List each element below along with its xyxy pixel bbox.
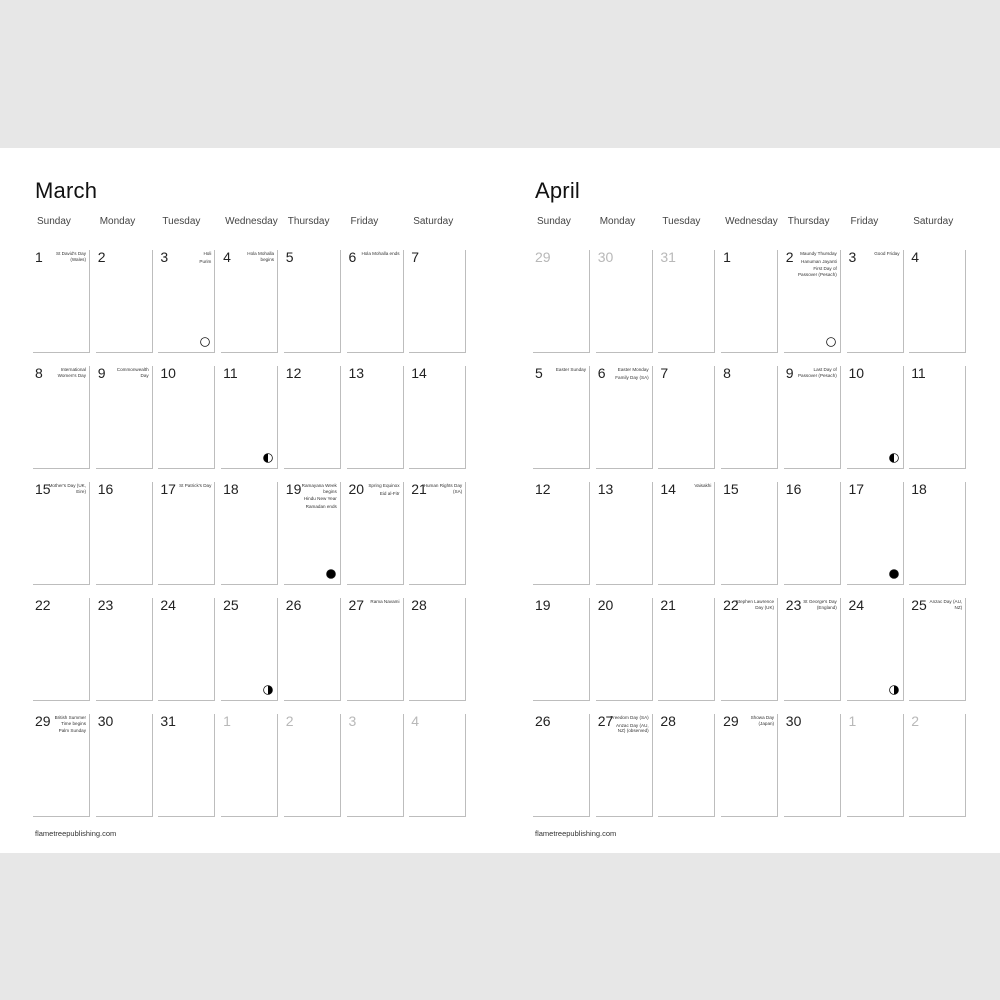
day-cell[interactable] <box>784 714 841 817</box>
day-number: 4 <box>411 713 419 729</box>
day-number: 1 <box>223 713 231 729</box>
day-events <box>922 599 962 612</box>
day-number: 2 <box>97 249 106 265</box>
day-cell[interactable] <box>596 482 653 585</box>
day-cell[interactable] <box>347 598 404 701</box>
event-label: Anzac Day (AU, NZ) (observed) <box>616 722 649 734</box>
day-number: 20 <box>348 481 365 497</box>
day-cell[interactable] <box>284 598 341 701</box>
day-cell[interactable] <box>533 366 590 469</box>
day-number: 2 <box>785 249 794 265</box>
day-cell[interactable] <box>409 714 466 817</box>
day-cell[interactable] <box>221 366 278 469</box>
day-number: 13 <box>348 365 365 381</box>
day-cell[interactable] <box>96 366 153 469</box>
day-cell[interactable] <box>533 482 590 585</box>
day-number: 3 <box>348 713 357 729</box>
day-number: 4 <box>223 249 231 265</box>
day-number: 5 <box>285 249 294 265</box>
day-cell[interactable] <box>96 250 153 353</box>
event-label: Human Rights Day (SA) <box>423 483 463 494</box>
day-cell[interactable] <box>909 482 966 585</box>
weekday-sunday: Sunday <box>37 216 71 227</box>
weekday-friday: Friday <box>850 216 879 227</box>
day-cell[interactable] <box>347 714 404 817</box>
day-number: 19 <box>285 481 302 497</box>
day-number: 21 <box>660 597 676 613</box>
day-cell[interactable] <box>533 598 590 701</box>
day-cell[interactable] <box>721 250 778 353</box>
day-cell[interactable] <box>284 250 341 353</box>
day-number: 22 <box>35 597 51 613</box>
weekday-thursday: Thursday <box>287 216 330 227</box>
event-label: Mother's Day (UK, Eire) <box>48 483 86 494</box>
last-quarter-moon-icon <box>263 453 273 463</box>
day-cell[interactable] <box>847 250 904 353</box>
day-number: 6 <box>348 249 357 265</box>
day-events <box>860 251 900 259</box>
event-label: St David's Day (Wales) <box>56 251 86 262</box>
day-number: 28 <box>411 597 427 613</box>
day-events <box>171 251 211 266</box>
day-number: 25 <box>223 597 239 613</box>
event-label: Commonwealth Day <box>116 367 149 378</box>
day-cell[interactable] <box>96 714 153 817</box>
day-number: 3 <box>848 249 857 265</box>
event-label: Eid al-Fitr <box>379 490 400 496</box>
event-label: Easter Sunday <box>555 367 586 372</box>
day-number: 1 <box>848 713 857 729</box>
day-number: 15 <box>723 481 739 497</box>
day-events <box>609 367 649 382</box>
month-page-april <box>500 148 1000 853</box>
day-cell[interactable] <box>33 250 90 353</box>
day-cell[interactable] <box>784 250 841 353</box>
event-label: St George's Day (England) <box>803 599 837 610</box>
day-number: 7 <box>660 365 669 381</box>
weekday-monday: Monday <box>599 216 636 227</box>
day-cell[interactable] <box>221 250 278 353</box>
day-number: 2 <box>285 713 294 729</box>
day-events <box>609 715 649 736</box>
day-number: 10 <box>848 365 865 381</box>
full-moon-icon <box>826 337 836 347</box>
day-events <box>546 367 586 375</box>
day-events <box>360 251 400 259</box>
weekday-thursday: Thursday <box>787 216 830 227</box>
day-cell[interactable] <box>96 482 153 585</box>
day-cell[interactable] <box>409 598 466 701</box>
event-label: Spring Equinox <box>368 483 400 488</box>
day-number: 15 <box>35 481 51 497</box>
day-number: 16 <box>97 481 114 497</box>
day-cell[interactable] <box>847 366 904 469</box>
day-cell[interactable] <box>284 366 341 469</box>
day-events <box>360 599 400 607</box>
day-number: 8 <box>35 365 43 381</box>
event-label: First Day of Passover (Pesach) <box>797 266 837 277</box>
day-number: 5 <box>535 365 543 381</box>
event-label: Showa Day (Japan) <box>750 715 775 726</box>
day-number: 29 <box>723 713 739 729</box>
day-events <box>46 483 86 496</box>
day-cell[interactable] <box>658 482 715 585</box>
day-cell[interactable] <box>721 598 778 701</box>
day-number: 27 <box>348 597 365 613</box>
day-events <box>46 715 86 736</box>
weekday-header <box>33 216 473 230</box>
day-number: 14 <box>660 481 676 497</box>
day-cell[interactable] <box>33 714 90 817</box>
day-cell[interactable] <box>909 714 966 817</box>
day-cell[interactable] <box>721 714 778 817</box>
day-number: 19 <box>535 597 551 613</box>
day-cell[interactable] <box>347 482 404 585</box>
event-label: Vaisakhi <box>694 483 712 488</box>
day-number: 13 <box>597 481 614 497</box>
day-number: 9 <box>97 365 106 381</box>
day-cell[interactable] <box>909 250 966 353</box>
event-label: Family Day (SA) <box>615 374 649 380</box>
event-label: British Summer Time begins <box>54 715 86 726</box>
day-number: 30 <box>97 713 114 729</box>
day-number: 29 <box>35 713 51 729</box>
full-moon-icon <box>200 337 210 347</box>
day-cell[interactable] <box>784 366 841 469</box>
day-events <box>797 251 837 279</box>
day-cell[interactable] <box>158 250 215 353</box>
last-quarter-moon-icon <box>889 453 899 463</box>
day-cell[interactable] <box>721 366 778 469</box>
day-cell[interactable] <box>658 250 715 353</box>
day-number: 12 <box>285 365 302 381</box>
day-number: 20 <box>597 597 614 613</box>
day-number: 10 <box>160 365 176 381</box>
day-number: 22 <box>723 597 739 613</box>
day-cell[interactable] <box>409 482 466 585</box>
day-cell[interactable] <box>533 250 590 353</box>
event-label: Holi <box>203 251 212 256</box>
day-number: 26 <box>285 597 302 613</box>
day-events <box>671 483 711 491</box>
day-cell[interactable] <box>284 714 341 817</box>
weekday-saturday: Saturday <box>413 216 454 227</box>
day-cell[interactable] <box>847 482 904 585</box>
day-number: 18 <box>911 481 927 497</box>
event-label: Palm Sunday <box>58 728 86 734</box>
day-cell[interactable] <box>909 598 966 701</box>
day-cell[interactable] <box>221 714 278 817</box>
day-events <box>171 483 211 491</box>
day-number: 30 <box>785 713 802 729</box>
day-events <box>734 599 774 612</box>
day-number: 14 <box>411 365 427 381</box>
event-label: Purim <box>199 258 212 264</box>
day-cell[interactable] <box>596 714 653 817</box>
day-cell[interactable] <box>158 482 215 585</box>
day-number: 24 <box>848 597 865 613</box>
first-quarter-moon-icon <box>263 685 273 695</box>
day-number: 12 <box>535 481 551 497</box>
day-events <box>734 715 774 728</box>
day-cell[interactable] <box>409 250 466 353</box>
weekday-header <box>533 216 973 230</box>
day-cell[interactable] <box>847 598 904 701</box>
event-label: Last Day of Passover (Pesach) <box>797 367 837 378</box>
month-grid <box>533 250 973 820</box>
day-number: 31 <box>160 713 176 729</box>
event-label: Maundy Thursday <box>800 251 837 256</box>
new-moon-icon <box>889 569 899 579</box>
day-number: 26 <box>535 713 551 729</box>
new-moon-icon <box>326 569 336 579</box>
day-events <box>360 483 400 498</box>
footer-url[interactable]: flametreepublishing.com <box>35 829 117 838</box>
day-cell[interactable] <box>533 714 590 817</box>
day-cell[interactable] <box>284 482 341 585</box>
day-number: 3 <box>160 249 169 265</box>
day-cell[interactable] <box>658 366 715 469</box>
event-label: Freedom Day (SA) <box>610 715 649 720</box>
event-label: International Women's Day <box>57 367 86 378</box>
weekday-sunday: Sunday <box>537 216 571 227</box>
weekday-monday: Monday <box>99 216 136 227</box>
day-number: 6 <box>597 365 606 381</box>
day-cell[interactable] <box>33 366 90 469</box>
day-cell[interactable] <box>221 482 278 585</box>
day-cell[interactable] <box>33 598 90 701</box>
event-label: Stephen Lawrence Day (UK) <box>735 599 775 610</box>
day-cell[interactable] <box>221 598 278 701</box>
day-number: 21 <box>411 481 427 497</box>
day-number: 7 <box>411 249 419 265</box>
day-number: 28 <box>660 713 676 729</box>
weekday-friday: Friday <box>350 216 379 227</box>
day-cell[interactable] <box>158 714 215 817</box>
day-number: 16 <box>785 481 802 497</box>
weekday-tuesday: Tuesday <box>162 216 201 227</box>
day-number: 29 <box>535 249 551 265</box>
day-number: 23 <box>785 597 802 613</box>
day-number: 23 <box>97 597 114 613</box>
event-label: Rama Navami <box>370 599 400 604</box>
day-number: 9 <box>785 365 794 381</box>
month-grid <box>33 250 473 820</box>
day-cell[interactable] <box>158 598 215 701</box>
day-number: 1 <box>35 249 43 265</box>
day-number: 24 <box>160 597 176 613</box>
event-label: Ramadan ends <box>305 503 337 509</box>
event-label: Hindu New Year <box>303 496 337 502</box>
day-events <box>422 483 462 496</box>
day-number: 18 <box>223 481 239 497</box>
day-events <box>46 367 86 380</box>
day-number: 30 <box>597 249 614 265</box>
day-cell[interactable] <box>721 482 778 585</box>
day-number: 11 <box>223 365 238 381</box>
day-number: 4 <box>911 249 919 265</box>
event-label: St Patrick's Day <box>179 483 212 488</box>
day-cell[interactable] <box>658 598 715 701</box>
month-title: March <box>35 178 98 203</box>
month-page-march <box>0 148 500 853</box>
event-label: Anzac Day (AU, NZ) <box>929 599 963 610</box>
weekday-wednesday: Wednesday <box>725 216 778 227</box>
event-label: Good Friday <box>874 251 900 256</box>
month-title: April <box>535 178 581 203</box>
day-cell[interactable] <box>784 482 841 585</box>
day-number: 11 <box>911 365 926 381</box>
day-events <box>46 251 86 264</box>
day-cell[interactable] <box>96 598 153 701</box>
event-label: Hanuman Jayanti <box>801 258 837 264</box>
day-events <box>797 367 837 380</box>
day-events <box>297 483 337 511</box>
day-number: 2 <box>911 713 919 729</box>
day-number: 8 <box>723 365 731 381</box>
day-events <box>109 367 149 380</box>
event-label: Ramayana Week begins <box>301 483 337 494</box>
day-cell[interactable] <box>347 250 404 353</box>
day-events <box>797 599 837 612</box>
day-cell[interactable] <box>33 482 90 585</box>
day-cell[interactable] <box>596 366 653 469</box>
day-cell[interactable] <box>596 598 653 701</box>
event-label: Hola Mohalla ends <box>361 251 400 256</box>
event-label: Easter Monday <box>617 367 649 372</box>
day-number: 1 <box>723 249 731 265</box>
day-cell[interactable] <box>596 250 653 353</box>
first-quarter-moon-icon <box>889 685 899 695</box>
day-number: 31 <box>660 249 676 265</box>
event-label: Hola Mohalla begins <box>247 251 275 262</box>
calendar-spread <box>0 148 1000 853</box>
day-number: 17 <box>160 481 176 497</box>
footer-url[interactable]: flametreepublishing.com <box>535 829 617 838</box>
day-number: 25 <box>911 597 927 613</box>
day-number: 17 <box>848 481 865 497</box>
day-number: 27 <box>597 713 614 729</box>
day-cell[interactable] <box>658 714 715 817</box>
weekday-wednesday: Wednesday <box>225 216 278 227</box>
day-cell[interactable] <box>784 598 841 701</box>
day-cell[interactable] <box>347 366 404 469</box>
day-events <box>234 251 274 264</box>
day-cell[interactable] <box>158 366 215 469</box>
day-cell[interactable] <box>409 366 466 469</box>
day-cell[interactable] <box>909 366 966 469</box>
day-cell[interactable] <box>847 714 904 817</box>
weekday-tuesday: Tuesday <box>662 216 701 227</box>
weekday-saturday: Saturday <box>913 216 954 227</box>
